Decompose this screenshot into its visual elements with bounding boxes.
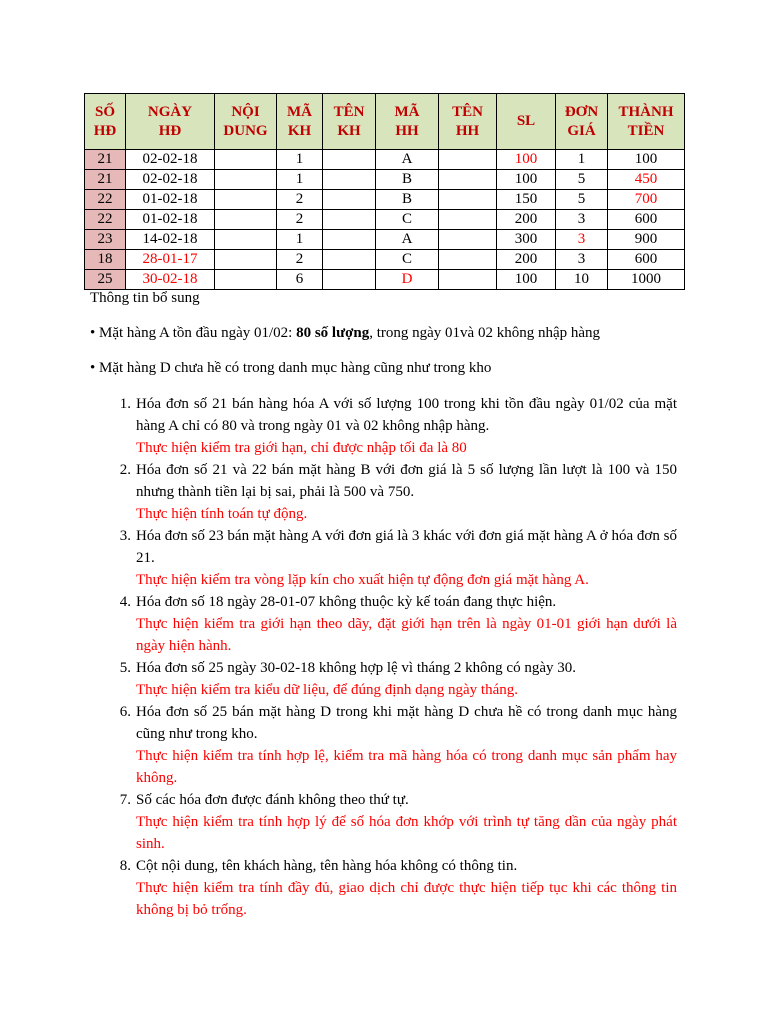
- cell-ten-kh: [323, 230, 376, 250]
- header-don-gia: ĐƠN GIÁ: [556, 94, 608, 150]
- cell-thanh-tien: 100: [608, 150, 685, 170]
- header-ten-hh: TÊN HH: [439, 94, 497, 150]
- invoice-table: [84, 93, 685, 290]
- table-row: [85, 270, 685, 290]
- cell-don-gia: 5: [556, 170, 608, 190]
- cell-ten-hh: [439, 210, 497, 230]
- cell-ngay-hd: 01-02-18: [126, 190, 215, 210]
- cell-sl: 200: [497, 210, 556, 230]
- bullet-suffix: , trong ngày 01và 02 không nhập hàng: [369, 325, 601, 341]
- cell-thanh-tien: 1000: [608, 270, 685, 290]
- table-row: [85, 210, 685, 230]
- cell-ngay-hd: 02-02-18: [126, 150, 215, 170]
- cell-ma-hh: D: [376, 270, 439, 290]
- issue-fix: Thực hiện kiểm tra giới hạn theo dãy, đặt giới hạn trên là ngày 01-01 giới hạn dưới là ngày hiện hành.: [136, 616, 677, 654]
- issue-item: [136, 525, 677, 591]
- cell-ngay-hd: 28-01-17: [126, 250, 215, 270]
- issue-item: [136, 591, 677, 657]
- header-ten-kh: TÊN KH: [323, 94, 376, 150]
- table-header-row: [85, 94, 685, 150]
- cell-ma-hh: C: [376, 210, 439, 230]
- cell-sl: 100: [497, 270, 556, 290]
- cell-ngay-hd: 14-02-18: [126, 230, 215, 250]
- cell-ma-hh: C: [376, 250, 439, 270]
- issue-text: Hóa đơn số 21 bán hàng hóa A với số lượng 100 trong khi tồn đầu ngày 01/02 của mặt hàng A chỉ có 80 và trong ngày 01 và 02 không nhập hàng.: [136, 396, 677, 434]
- cell-noi-dung: [215, 190, 277, 210]
- cell-ten-kh: [323, 210, 376, 230]
- table-row: [85, 150, 685, 170]
- cell-ten-kh: [323, 250, 376, 270]
- header-sl: SL: [497, 94, 556, 150]
- cell-so-hd: 22: [85, 190, 126, 210]
- header-ma-hh: MÃ HH: [376, 94, 439, 150]
- cell-ma-hh: A: [376, 150, 439, 170]
- issue-fix: Thực hiện kiểm tra kiểu dữ liệu, để đúng định dạng ngày tháng.: [136, 682, 519, 698]
- extra-info-title: Thông tin bổ sung: [90, 290, 200, 306]
- cell-don-gia: 10: [556, 270, 608, 290]
- cell-don-gia: 5: [556, 190, 608, 210]
- cell-noi-dung: [215, 270, 277, 290]
- extra-info-bullet-item-d: • Mặt hàng D chưa hề có trong danh mục hàng cũng như trong kho: [90, 360, 492, 376]
- cell-thanh-tien: 450: [608, 170, 685, 190]
- cell-ma-kh: 6: [277, 270, 323, 290]
- issue-text: Hóa đơn số 21 và 22 bán mặt hàng B với đơn giá là 5 số lượng lần lượt là 100 và 150 nhưng thành tiền lại bị sai, phải là 500 và 750.: [136, 462, 677, 500]
- cell-noi-dung: [215, 170, 277, 190]
- cell-ten-hh: [439, 190, 497, 210]
- cell-sl: 100: [497, 150, 556, 170]
- cell-ten-kh: [323, 270, 376, 290]
- issue-text: Hóa đơn số 18 ngày 28-01-07 không thuộc kỳ kế toán đang thực hiện.: [136, 594, 557, 610]
- cell-thanh-tien: 600: [608, 210, 685, 230]
- cell-ma-hh: B: [376, 170, 439, 190]
- cell-ten-kh: [323, 190, 376, 210]
- cell-noi-dung: [215, 230, 277, 250]
- cell-ngay-hd: 30-02-18: [126, 270, 215, 290]
- cell-ma-kh: 2: [277, 250, 323, 270]
- cell-ma-hh: B: [376, 190, 439, 210]
- table-row: [85, 250, 685, 270]
- cell-ten-hh: [439, 170, 497, 190]
- cell-ten-hh: [439, 150, 497, 170]
- cell-ten-hh: [439, 230, 497, 250]
- issue-fix: Thực hiện kiểm tra vòng lặp kín cho xuất hiện tự động đơn giá mặt hàng A.: [136, 572, 589, 588]
- cell-ten-hh: [439, 270, 497, 290]
- issue-fix: Thực hiện kiểm tra tính đầy đủ, giao dịch chỉ được thực hiện tiếp tục khi các thông tin không bị bỏ trống.: [136, 880, 677, 918]
- issue-fix: Thực hiện tính toán tự động.: [136, 506, 308, 522]
- header-thanh-tien: THÀNH TIỀN: [608, 94, 685, 150]
- cell-noi-dung: [215, 150, 277, 170]
- header-ma-kh: MÃ KH: [277, 94, 323, 150]
- header-ngay-hd: NGÀY HĐ: [126, 94, 215, 150]
- issue-text: Số các hóa đơn được đánh không theo thứ tự.: [136, 792, 409, 808]
- cell-so-hd: 21: [85, 150, 126, 170]
- issue-text: Hóa đơn số 25 ngày 30-02-18 không hợp lệ vì tháng 2 không có ngày 30.: [136, 660, 576, 676]
- table-row: [85, 190, 685, 210]
- issue-text: Cột nội dung, tên khách hàng, tên hàng hóa không có thông tin.: [136, 858, 518, 874]
- issue-text: Hóa đơn số 23 bán mặt hàng A với đơn giá là 3 khác với đơn giá mặt hàng A ở hóa đơn số 21.: [136, 528, 677, 566]
- issue-item: [136, 701, 677, 789]
- cell-sl: 100: [497, 170, 556, 190]
- cell-don-gia: 3: [556, 250, 608, 270]
- issues-list: [136, 393, 677, 921]
- cell-ma-kh: 1: [277, 230, 323, 250]
- cell-sl: 150: [497, 190, 556, 210]
- cell-don-gia: 3: [556, 210, 608, 230]
- cell-ma-kh: 2: [277, 210, 323, 230]
- cell-thanh-tien: 700: [608, 190, 685, 210]
- table-row: [85, 230, 685, 250]
- cell-ngay-hd: 02-02-18: [126, 170, 215, 190]
- cell-so-hd: 25: [85, 270, 126, 290]
- issue-text: Hóa đơn số 25 bán mặt hàng D trong khi mặt hàng D chưa hề có trong danh mục hàng cũng như trong kho.: [136, 704, 677, 742]
- issue-item: [136, 393, 677, 459]
- cell-don-gia: 3: [556, 230, 608, 250]
- cell-ma-kh: 2: [277, 190, 323, 210]
- cell-sl: 300: [497, 230, 556, 250]
- issue-fix: Thực hiện kiểm tra tính hợp lý để số hóa đơn khớp với trình tự tăng dần của ngày phát sinh.: [136, 814, 677, 852]
- bullet-bold-quantity: 80 số lượng: [296, 325, 370, 341]
- cell-ma-hh: A: [376, 230, 439, 250]
- cell-thanh-tien: 600: [608, 250, 685, 270]
- cell-noi-dung: [215, 250, 277, 270]
- cell-ten-kh: [323, 170, 376, 190]
- header-noi-dung: NỘI DUNG: [215, 94, 277, 150]
- cell-noi-dung: [215, 210, 277, 230]
- table-row: [85, 170, 685, 190]
- cell-ma-kh: 1: [277, 150, 323, 170]
- issue-fix: Thực hiện kiểm tra giới hạn, chỉ được nhập tối đa là 80: [136, 440, 467, 456]
- issue-fix: Thực hiện kiểm tra tính hợp lệ, kiểm tra mã hàng hóa có trong danh mục sản phẩm hay không.: [136, 748, 677, 786]
- cell-so-hd: 18: [85, 250, 126, 270]
- cell-ma-kh: 1: [277, 170, 323, 190]
- cell-don-gia: 1: [556, 150, 608, 170]
- cell-thanh-tien: 900: [608, 230, 685, 250]
- cell-ten-kh: [323, 150, 376, 170]
- issue-item: [136, 789, 677, 855]
- cell-so-hd: 23: [85, 230, 126, 250]
- issue-item: [136, 657, 677, 701]
- extra-info-bullet-stock: [90, 324, 600, 343]
- cell-sl: 200: [497, 250, 556, 270]
- cell-so-hd: 22: [85, 210, 126, 230]
- cell-ngay-hd: 01-02-18: [126, 210, 215, 230]
- issue-item: [136, 459, 677, 525]
- cell-so-hd: 21: [85, 170, 126, 190]
- cell-ten-hh: [439, 250, 497, 270]
- issue-item: [136, 855, 677, 921]
- header-so-hd: SỐ HĐ: [85, 94, 126, 150]
- bullet-prefix: • Mặt hàng A tồn đầu ngày 01/02:: [90, 325, 297, 341]
